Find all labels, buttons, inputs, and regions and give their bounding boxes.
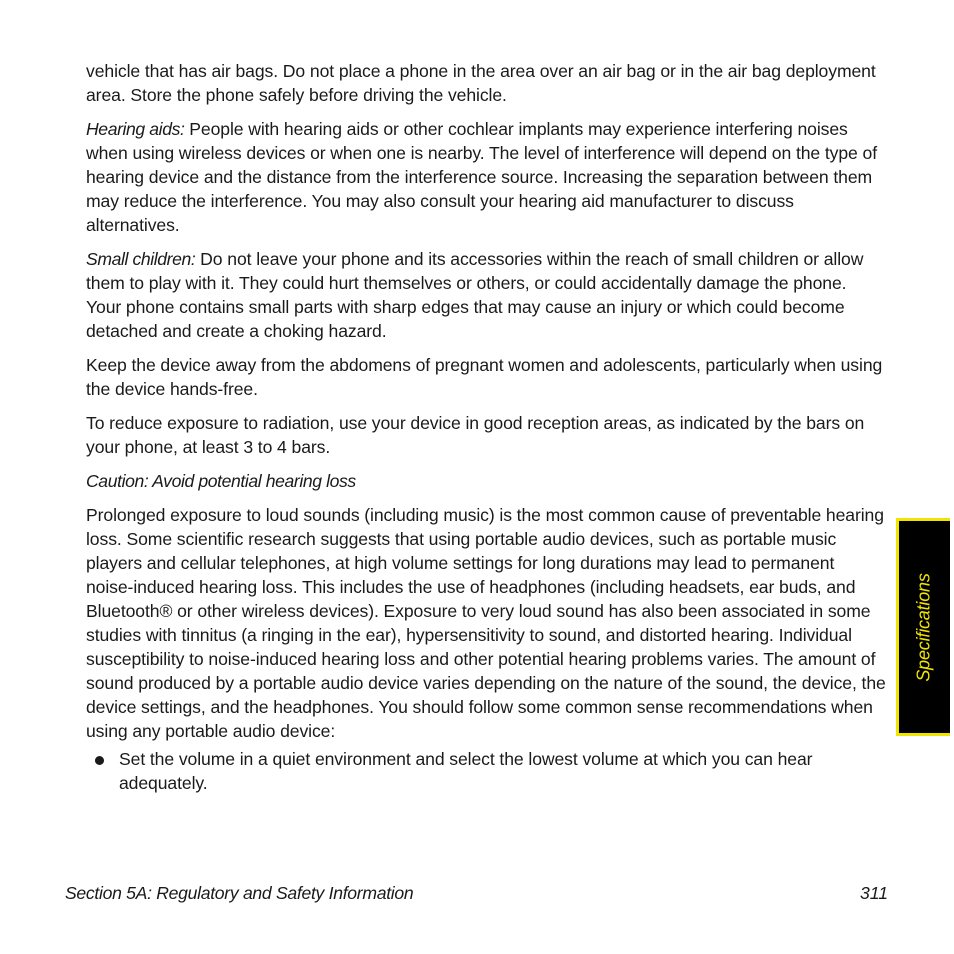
list-item — [86, 747, 886, 795]
paragraph-hearing-aids — [86, 117, 886, 237]
section-tab — [896, 518, 950, 736]
page-body — [86, 59, 886, 795]
small-children-label: Small children: — [86, 249, 196, 269]
paragraph-airbags: vehicle that has air bags. Do not place a phone in the area over an air bag or in the air bag deployment area. Store the phone safely before driving the vehicle. — [86, 61, 876, 105]
recommendation-list — [86, 747, 886, 795]
paragraph-small-children — [86, 247, 886, 343]
footer-page-number: 311 — [859, 883, 888, 903]
footer-section-title: Section 5A: Regulatory and Safety Information — [65, 883, 414, 903]
list-item-text: Set the volume in a quiet environment and select the lowest volume at which you can hear adequately. — [119, 749, 813, 793]
paragraph-pregnant-women: Keep the device away from the abdomens of pregnant women and adolescents, particularly when using the device hands-free. — [86, 355, 883, 399]
small-children-text: Do not leave your phone and its accessories within the reach of small children or allow them to play with it. They could hurt themselves or others, or could accidentally damage the phone. Your phone contains small parts with sharp edges that may cause an injury or which could become detached and create a choking hazard. — [86, 249, 864, 341]
caution-heading: Caution: Avoid potential hearing loss — [86, 471, 356, 491]
paragraph-hearing-loss: Prolonged exposure to loud sounds (including music) is the most common cause of preventable hearing loss. Some scientific research suggests that using portable audio devices, such as portable music players and cellular telephones, at high volume settings for long durations may lead to permanent noise-induced hearing loss. This includes the use of headphones (including headsets, ear buds, and Bluetooth® or other wireless devices). Exposure to very loud sound has also been associated in some studies with tinnitus (a ringing in the ear), hypersensitivity to sound, and distorted hearing. Individual susceptibility to noise-induced hearing loss and other potential hearing problems varies. The amount of sound produced by a portable audio device varies depending on the nature of the sound, the device, the device settings, and the headphones. You should follow some common sense recommendations when using any portable audio device: — [86, 505, 886, 741]
hearing-aids-text: People with hearing aids or other cochlear implants may experience interfering noises when using wireless devices or when one is nearby. The level of interference will depend on the type of hearing device and the distance from the interference source. Increasing the separation between them may reduce the interference. You may also consult your hearing aid manufacturer to discuss alternatives. — [86, 119, 878, 235]
bullet-dot-icon — [95, 756, 104, 765]
section-tab-label: Specifications — [914, 572, 935, 682]
hearing-aids-label: Hearing aids: — [86, 119, 185, 139]
paragraph-radiation: To reduce exposure to radiation, use your device in good reception areas, as indicated by the bars on your phone, at least 3 to 4 bars. — [86, 413, 865, 457]
